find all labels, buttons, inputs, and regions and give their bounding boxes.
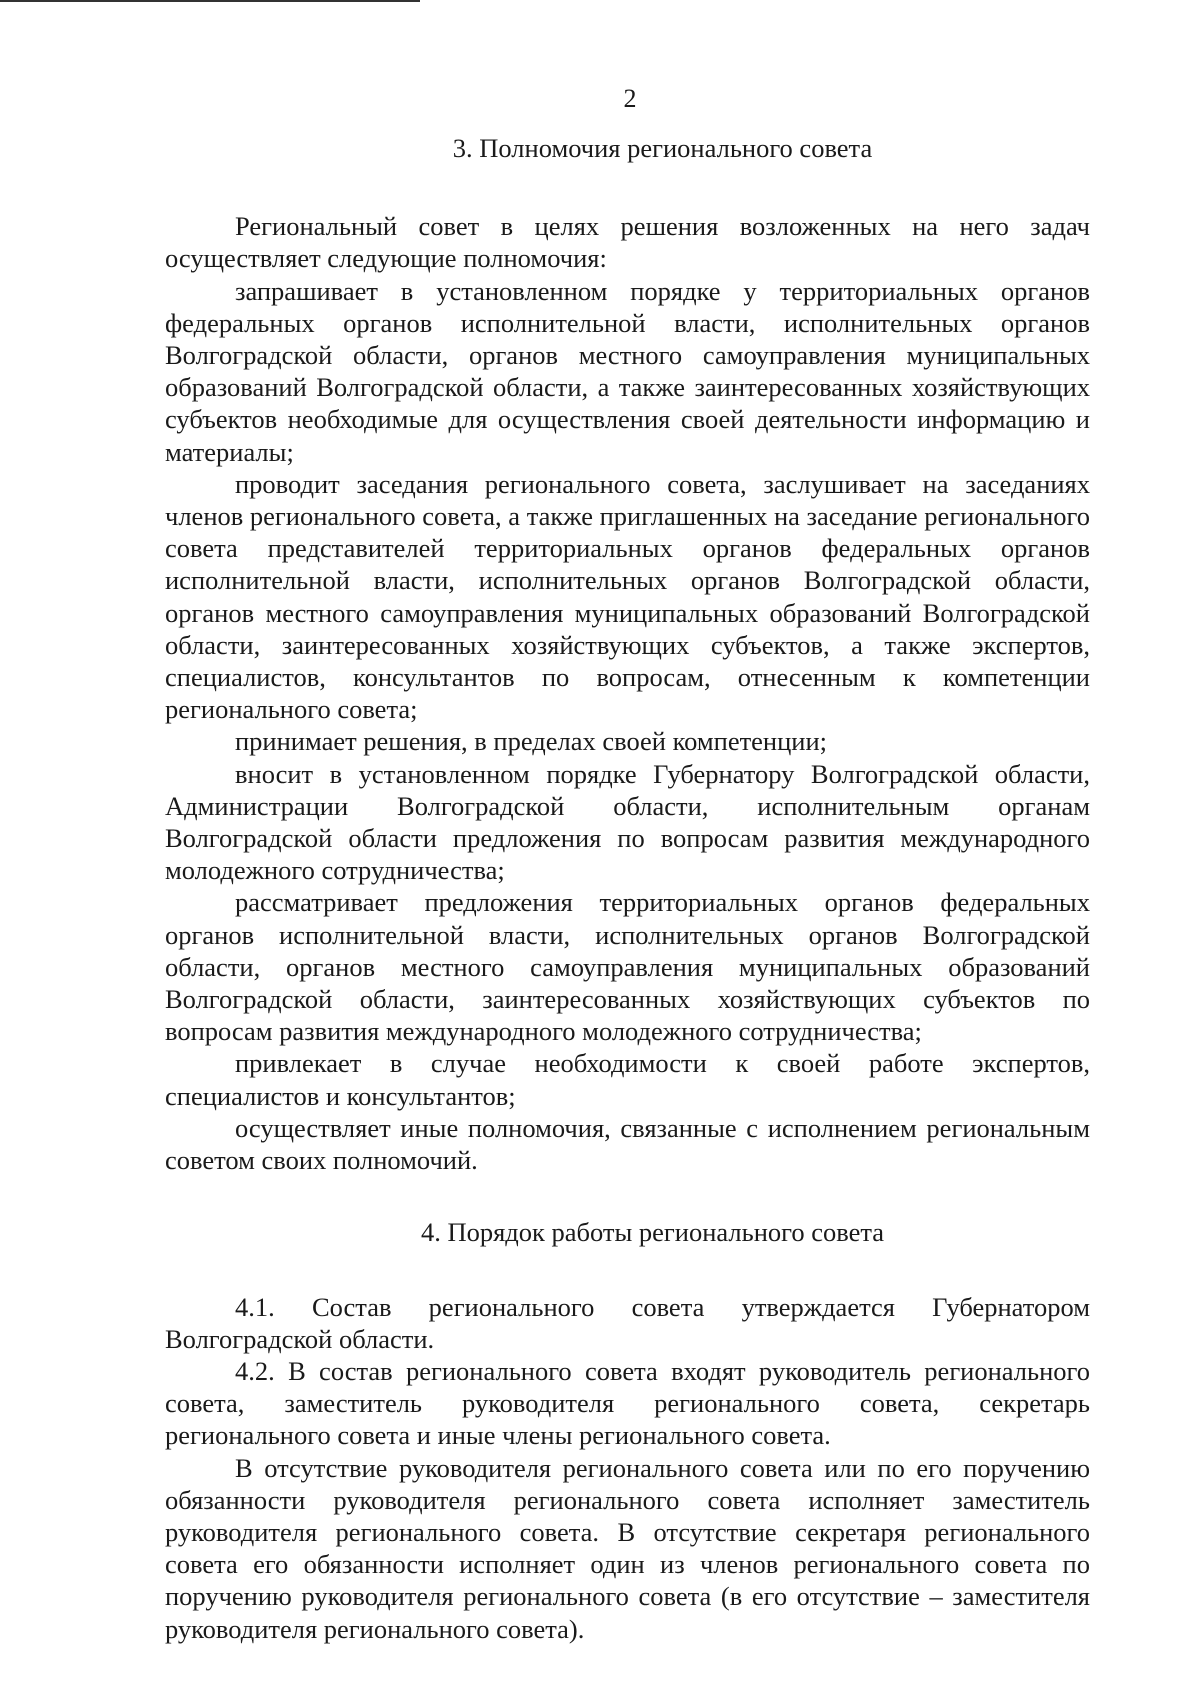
section-3-paragraph: осуществляет иные полномочия, связанные с исполнением региональным советом своих полномочий. xyxy=(165,1112,1090,1176)
section-3-paragraph: проводит заседания регионального совета, заслушивает на заседаниях членов регионального совета, а также приглашенных на заседание регионального совета представителей территориальных органов федеральных органов исполнительной власти, исполнительных органов Волгоградской области, органов местного самоуправления муниципальных образований Волгоградской области, заинтересованных хозяйствующих субъектов, а также экспертов, специалистов, консультантов по вопросам, отнесенным к компетенции регионального совета; xyxy=(165,468,1090,725)
section-3-paragraph: привлекает в случае необходимости к своей работе экспертов, специалистов и консультантов; xyxy=(165,1048,1090,1111)
section-4-paragraph: 4.2. В состав регионального совета входят руководитель регионального совета, заместитель руководителя регионального совета, секретарь регионального совета и иные члены регионального совета. xyxy=(165,1355,1090,1451)
section-3-paragraph: запрашивает в установленном порядке у территориальных органов федеральных органов исполнительной власти, исполнительных органов Волгоградской области, органов местного самоуправления муниципальных образований Волгоградской области, а также заинтересованных хозяйствующих субъектов необходимые для осуществления своей деятельности информацию и материалы; xyxy=(165,275,1090,467)
section-4-paragraph: В отсутствие руководителя регионального совета или по его поручению обязанности руководителя регионального совета исполняет заместитель руководителя регионального совета. В отсутствие секретаря регионального совета его обязанности исполняет один из членов регионального совета по поручению руководителя регионального совета (в его отсутствие – заместителя руководителя регионального совета). xyxy=(165,1452,1090,1644)
section-3-paragraph: рассматривает предложения территориальных органов федеральных органов исполнительной власти, исполнительных органов Волгоградской области, органов местного самоуправления муниципальных образований Волгоградской области, заинтересованных хозяйствующих субъектов по вопросам развития международного молодежного сотрудничества; xyxy=(165,887,1090,1047)
section-3-paragraph: Региональный совет в целях решения возложенных на него задач осуществляет следующие полномочия: xyxy=(165,211,1090,274)
document-body xyxy=(165,132,1090,1645)
section-4-paragraph: 4.1. Состав регионального совета утверждается Губернатором Волгоградской области. xyxy=(165,1291,1090,1354)
section-3-heading: 3. Полномочия регионального совета xyxy=(452,133,873,163)
section-3-paragraph: принимает решения, в пределах своей компетенции; xyxy=(235,726,828,757)
section-3-paragraph: вносит в установленном порядке Губернатору Волгоградской области, Администрации Волгоградской области, исполнительным органам Волгоградской области предложения по вопросам развития международного молодежного сотрудничества; xyxy=(165,758,1090,886)
page-number: 2 xyxy=(623,84,637,113)
section-4-heading: 4. Порядок работы регионального совета xyxy=(420,1217,885,1248)
top-edge-rule xyxy=(0,0,420,2)
